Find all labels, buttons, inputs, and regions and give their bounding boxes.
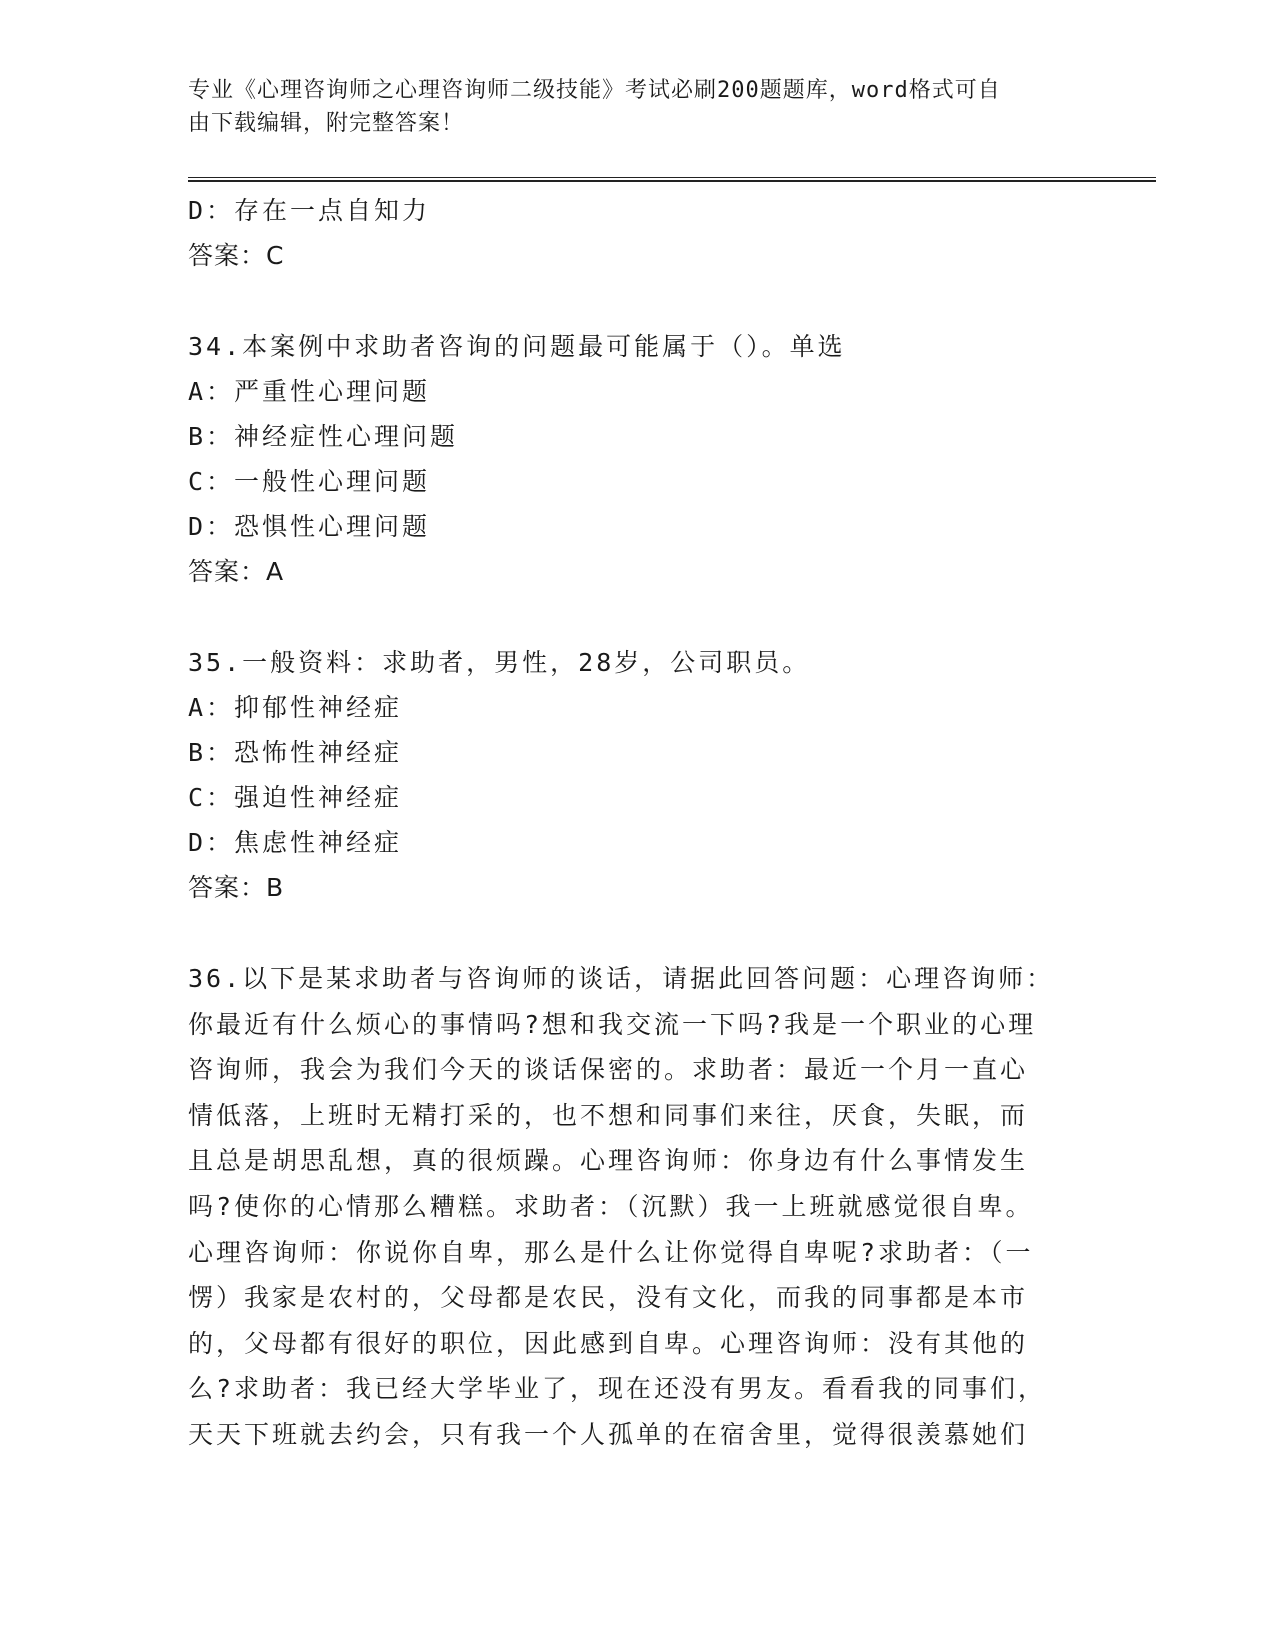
q36-line: 咨询师，我会为我们今天的谈话保密的。求助者：最近一个月一直心 <box>188 1055 1029 1085</box>
q36-line: 么?求助者：我已经大学毕业了，现在还没有男友。看看我的同事们， <box>188 1374 1047 1404</box>
q36-line: 天天下班就去约会，只有我一个人孤单的在宿舍里，觉得很羡慕她们 <box>188 1419 1029 1449</box>
spacer <box>188 910 1068 956</box>
q36-line: 情低落，上班时无精打采的，也不想和同事们来往，厌食，失眠，而 <box>188 1100 1029 1130</box>
q34-answer: 答案：A <box>188 557 285 586</box>
q35-answer: 答案：B <box>188 873 285 902</box>
q36-line: 心理咨询师：你说你自卑，那么是什么让你觉得自卑呢?求助者：（一 <box>188 1237 1034 1267</box>
q34-option-b: B：神经症性心理问题 <box>188 422 459 451</box>
q36-line: 吗?使你的心情那么糟糕。求助者：（沉默）我一上班就感觉很自卑。 <box>188 1191 1034 1221</box>
q35-stem: 35.一般资料：求助者，男性，28岁，公司职员。 <box>188 648 811 677</box>
document-header <box>188 74 1068 140</box>
header-divider <box>188 177 1156 182</box>
q36-passage <box>188 956 1068 1458</box>
q35-option-c: C：强迫性神经症 <box>188 783 403 812</box>
document-body <box>188 188 1068 1458</box>
header-line-1: 专业《心理咨询师之心理咨询师二级技能》考试必刷200题题库，word格式可自 <box>188 78 1001 103</box>
q36-line: 的，父母都有很好的职位，因此感到自卑。心理咨询师：没有其他的 <box>188 1328 1029 1358</box>
q36-line: 愣）我家是农村的，父母都是农民，没有文化，而我的同事都是本市 <box>188 1283 1029 1313</box>
prev-answer: 答案：C <box>188 241 285 270</box>
q34-option-c: C：一般性心理问题 <box>188 467 431 496</box>
spacer <box>188 278 1068 324</box>
q34-option-a: A：严重性心理问题 <box>188 377 431 406</box>
prev-option-d: D：存在一点自知力 <box>188 196 431 225</box>
q34-stem: 34.本案例中求助者咨询的问题最可能属于（）。单选 <box>188 332 846 361</box>
q36-line: 你最近有什么烦心的事情吗?想和我交流一下吗?我是一个职业的心理 <box>188 1009 1037 1039</box>
q36-line: 36.以下是某求助者与咨询师的谈话，请据此回答问题：心理咨询师： <box>188 964 1055 993</box>
q34-option-d: D：恐惧性心理问题 <box>188 512 431 541</box>
q35-option-d: D：焦虑性神经症 <box>188 828 403 857</box>
q35-option-a: A：抑郁性神经症 <box>188 693 403 722</box>
q36-line: 且总是胡思乱想，真的很烦躁。心理咨询师：你身边有什么事情发生 <box>188 1146 1029 1176</box>
header-line-2: 由下载编辑，附完整答案！ <box>188 111 465 136</box>
spacer <box>188 594 1068 640</box>
q35-option-b: B：恐怖性神经症 <box>188 738 403 767</box>
